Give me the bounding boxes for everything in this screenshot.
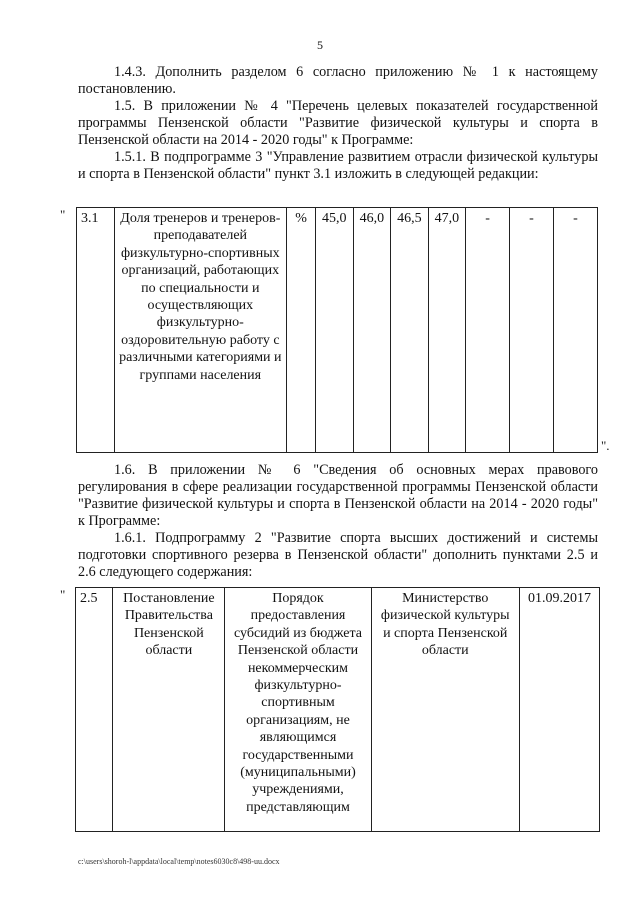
close-quote: ". [601,438,610,453]
row-number: 3.1 [77,208,115,453]
indicator-name: Доля тренеров и тренеров-преподавателей физкультурно-спортивных организаций, работающих по специальности и осуществляющих физкультурно-оздоровительную работу с различными категориями и группами населения [114,208,287,453]
value-cell: 45,0 [316,208,354,453]
table-row [76,588,600,832]
paragraph: 1.6.1. Подпрограмму 2 "Развитие спорта высших достижений и системы подготовки спортивного резерва в Пензенской области" дополнить пунктами 2.5 и 2.6 следующего содержания: [78,530,598,580]
value-cell: - [510,208,554,453]
value-cell: - [553,208,597,453]
open-quote: " [60,587,66,602]
indicator-table [76,207,598,453]
document-type: Постановление Правительства Пензенской области [113,588,225,832]
value-cell: 46,0 [353,208,391,453]
value-cell: - [466,208,510,453]
paragraph: 1.5. В приложении № 4 "Перечень целевых показателей государственной программы Пензенской области "Развитие физической культуры и спорта в Пензенской области на 2014 - 2020 годы" к Программе: [78,98,598,148]
page-number: 5 [317,38,323,52]
unit-cell: % [287,208,316,453]
middle-text [78,462,598,581]
table-row [77,208,598,453]
adoption-date: 01.09.2017 [519,588,599,832]
executor: Министерство физической культуры и спорта Пензенской области [371,588,519,832]
paragraph: 1.6. В приложении № 6 "Сведения об основных мерах правового регулирования в сфере реализации государственной программы Пензенской области "Развитие физической культуры и спорта в Пензенской области на 2014 - 2020 годы" к Программе: [78,462,598,529]
legal-measures-table [75,587,600,832]
value-cell: 47,0 [428,208,466,453]
file-path-footer: c:\users\shoroh-l\appdata\local\temp\notes6030c8\498-uu.docx [78,857,280,866]
document-content: Порядок предоставления субсидий из бюджета Пензенской области некоммерческим физкультурно-спортивным организациям, не являющимся государственными (муниципальными) учреждениями, представляющим [225,588,371,832]
intro-text [78,64,598,183]
value-cell: 46,5 [391,208,429,453]
row-number: 2.5 [76,588,113,832]
open-quote: " [60,207,66,222]
paragraph: 1.4.3. Дополнить разделом 6 согласно приложению № 1 к настоящему постановлению. [78,64,598,97]
paragraph: 1.5.1. В подпрограмме 3 "Управление развитием отрасли физической культуры и спорта в Пензенской области" пункт 3.1 изложить в следующей редакции: [78,149,598,182]
